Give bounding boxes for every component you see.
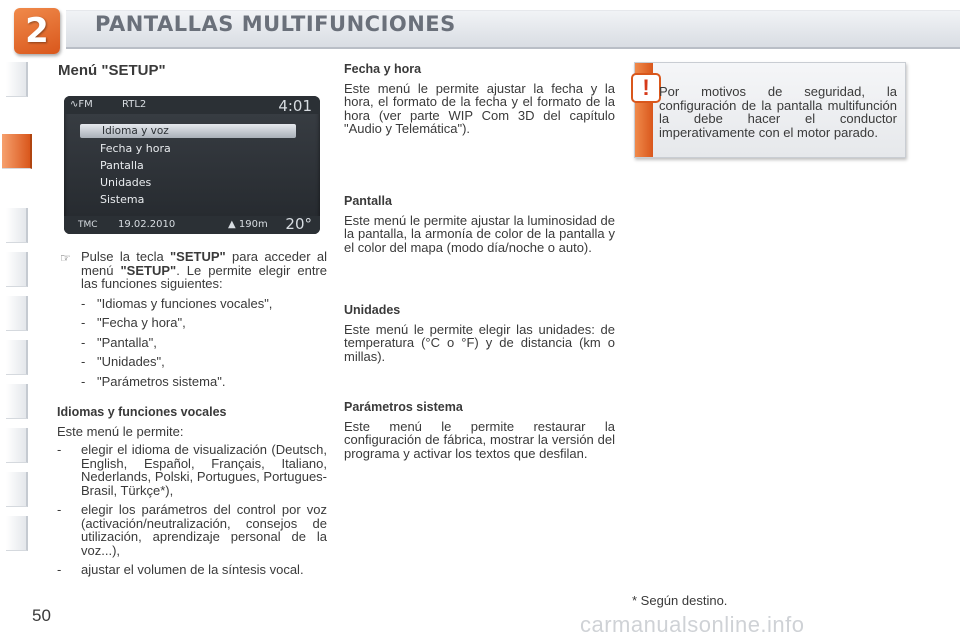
chapter-tab-10[interactable]: [6, 516, 28, 551]
intro-text-middle: para acceder al menú: [81, 249, 327, 278]
pantalla-title: Pantalla: [344, 194, 392, 208]
radio-band-icon: ∿FM: [70, 99, 93, 110]
fecha-title: Fecha y hora: [344, 62, 422, 76]
distance-value: 190m: [238, 219, 268, 230]
menu-item-unidades: Unidades: [100, 176, 152, 189]
intro-text-before: Pulse la tecla: [81, 249, 171, 264]
intro-text-after: . Le permite elegir entre las funciones siguientes:: [81, 262, 327, 291]
list-item: - "Pantalla",: [81, 334, 157, 350]
chapter-tab-7[interactable]: [6, 384, 28, 419]
parametros-text: Este menú le permite restaurar la configuración de fábrica, mostrar la versión del programa y activar los textos que desfilan.: [344, 418, 615, 461]
tmc-label: TMC: [78, 220, 98, 230]
intro-paragraph: [81, 250, 327, 291]
menu-item-pantalla: Pantalla: [100, 159, 144, 172]
menu-item-sistema: Sistema: [100, 193, 145, 206]
warning-text: Por motivos de seguridad, la configuración de la pantalla multifunción la debe hacer el conductor imperativamente con el motor parado.: [659, 84, 897, 140]
section-parametros: [344, 401, 615, 460]
section-idiomas: [57, 406, 327, 577]
screen-bottom-bar: [64, 216, 320, 234]
screen-distance: ▲ 190m: [228, 219, 268, 230]
chapter-tabs: [0, 62, 34, 577]
page-header: [0, 0, 960, 56]
section-fecha: [344, 63, 615, 136]
intro-text: [81, 250, 327, 388]
menu-item-idioma: Idioma y voz: [102, 125, 169, 137]
pointing-hand-icon: ☞: [60, 251, 71, 265]
page-title: PANTALLAS MULTIFUNCIONES: [95, 12, 456, 36]
setup-key-2: "SETUP": [120, 262, 177, 278]
function-fecha: "Fecha y hora",: [97, 315, 186, 330]
section-title: Menú "SETUP": [58, 62, 166, 79]
list-item: - "Idiomas y funciones vocales",: [81, 295, 273, 311]
idiomas-lead: Este menú le permite:: [57, 423, 184, 439]
chapter-badge: 2: [14, 8, 60, 54]
list-item: - ajustar el volumen de la síntesis vocal.: [57, 562, 304, 577]
chapter-tab-3[interactable]: [6, 208, 28, 243]
idiomas-title: Idiomas y funciones vocales: [57, 405, 227, 419]
section-unidades: [344, 304, 615, 363]
menu-item-fecha: Fecha y hora: [100, 142, 171, 155]
list-item: - elegir los parámetros del control por voz (activación/neutralización, consejos de utilización, aprendizaje personal de la voz...),: [57, 502, 327, 558]
function-parametros: "Parámetros sistema".: [97, 373, 226, 389]
chapter-tab-2[interactable]: [2, 134, 32, 169]
screen-clock: 4:01: [278, 97, 312, 115]
radio-band: FM: [78, 99, 93, 110]
idiomas-item-3: ajustar el volumen de la síntesis vocal.: [81, 562, 304, 577]
unidades-title: Unidades: [344, 303, 401, 317]
station-name: RTL2: [122, 99, 147, 110]
setup-screen-image: [64, 96, 320, 234]
list-item: - "Fecha y hora",: [81, 315, 186, 330]
safety-warning-box: [634, 62, 906, 158]
footnote: * Según destino.: [632, 593, 728, 608]
page-number: 50: [32, 606, 51, 625]
chapter-tab-4[interactable]: [6, 252, 28, 287]
chapter-tab-6[interactable]: [6, 340, 28, 375]
list-item: - "Parámetros sistema".: [81, 373, 226, 389]
chapter-tab-8[interactable]: [6, 428, 28, 463]
chapter-tab-5[interactable]: [6, 296, 28, 331]
function-pantalla: "Pantalla",: [97, 334, 157, 350]
section-pantalla: [344, 195, 615, 254]
list-item: - elegir el idioma de visualización (Deutsch, English, Español, Français, Italiano, Nederlands, Polski, Portugues, Portugues-Brasil, Türkçe*),: [57, 442, 327, 498]
pantalla-text: Este menú le permite ajustar la luminosidad de la pantalla, la armonía de color de la pantalla y el color del mapa (modo día/noche o auto).: [344, 212, 615, 255]
list-item: - "Unidades",: [81, 354, 165, 369]
chapter-tab-1[interactable]: [6, 62, 28, 97]
unidades-text: Este menú le permite elegir las unidades: de temperatura (°C o °F) y de distancia (km o millas).: [344, 321, 615, 364]
watermark: carmanualsonline.info: [580, 612, 805, 637]
parametros-title: Parámetros sistema: [344, 400, 463, 414]
idiomas-item-2: elegir los parámetros del control por voz (activación/neutralización, consejos de utilización, aprendizaje personal de la voz...),: [81, 502, 327, 558]
function-idiomas: "Idiomas y funciones vocales",: [97, 295, 273, 311]
screen-date: 19.02.2010: [118, 219, 176, 230]
function-unidades: "Unidades",: [97, 354, 165, 369]
idiomas-item-1: elegir el idioma de visualización (Deutsch, English, Español, Français, Italiano, Nederlands, Polski, Portugues, Portugues-Brasil, Türkçe*),: [81, 442, 327, 498]
setup-key-1: "SETUP": [170, 249, 226, 264]
chapter-tab-9[interactable]: [6, 472, 28, 507]
fecha-text: Este menú le permite ajustar la fecha y la hora, el formato de la fecha y el formato de la hora (ver parte WIP Com 3D del capítulo "Audio y Telemática").: [344, 80, 615, 136]
exclamation-icon: !: [631, 73, 661, 103]
screen-temperature: 20°: [285, 215, 312, 233]
